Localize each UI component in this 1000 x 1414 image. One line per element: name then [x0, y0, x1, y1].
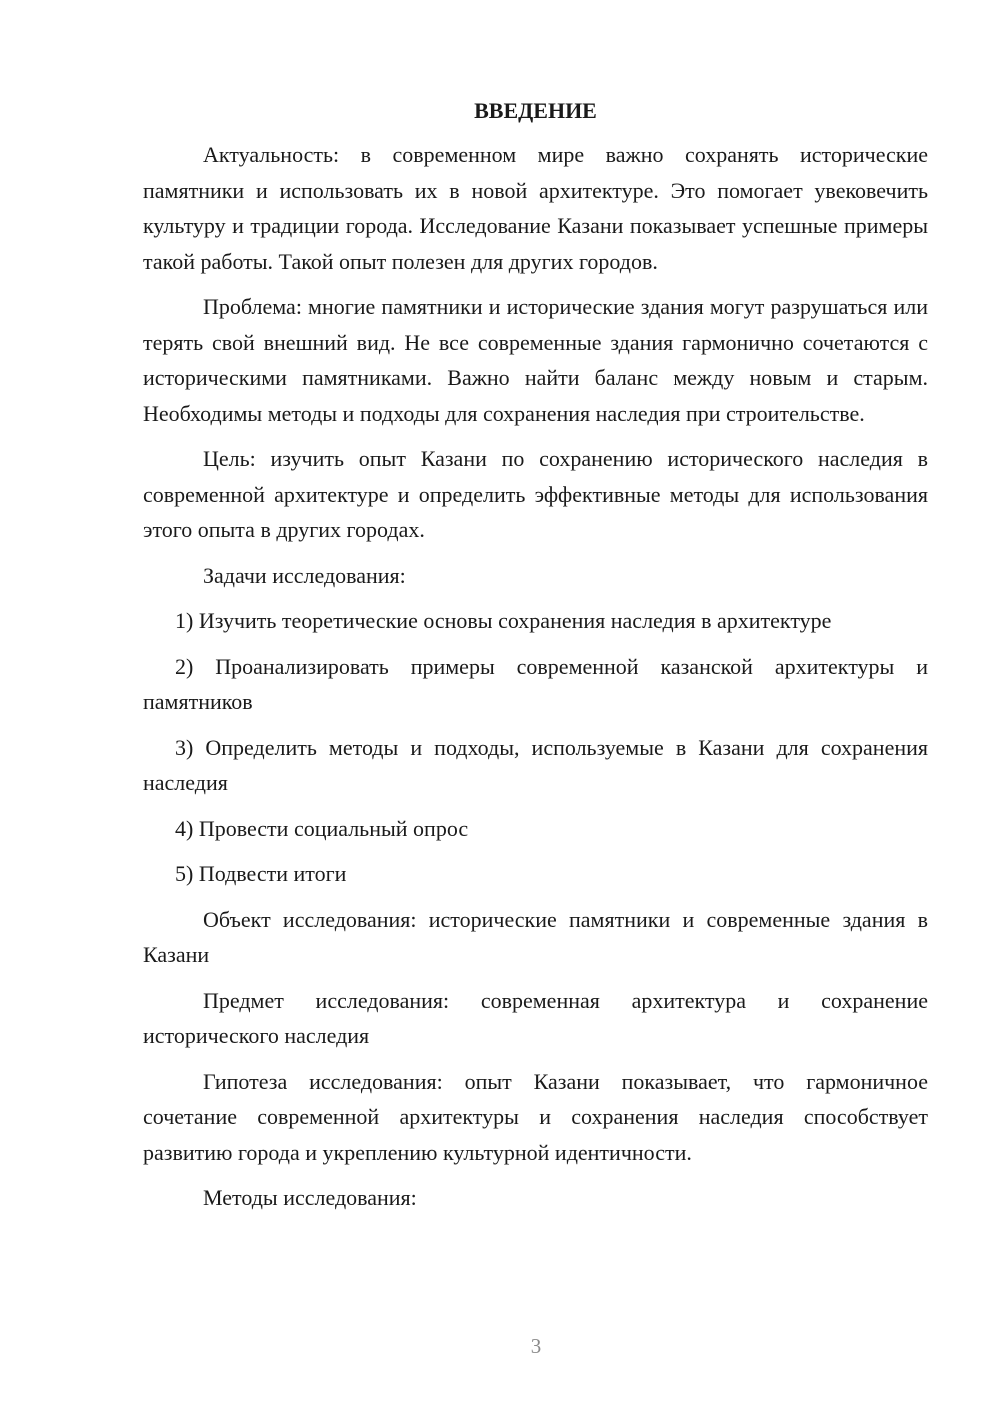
task-item-1: 1) Изучить теоретические основы сохранения наследия в архитектуре	[175, 608, 832, 633]
task-item-5: 5) Подвести итоги	[175, 861, 347, 886]
object-paragraph: Объект исследования: исторические памятники и современные здания в Казани	[143, 906, 928, 967]
goal-paragraph: Цель: изучить опыт Казани по сохранению исторического наследия в современной архитектуре и определить эффективные методы для использования этого опыта в других городах.	[143, 446, 928, 542]
relevance-paragraph: Актуальность: в современном мире важно сохранять исторические памятники и использовать их в новой архитектуре. Это помогает увековечить культуру и традиции города. Исследование Казани показывает успешные примеры такой работы. Такой опыт полезен для других городов.	[143, 142, 928, 274]
page-number: 3	[530, 1334, 542, 1358]
hypothesis-paragraph: Гипотеза исследования: опыт Казани показывает, что гармоничное сочетание современной архитектуры и сохранения наследия способствует развитию города и укреплению культурной идентичности.	[143, 1068, 928, 1165]
page-content	[143, 95, 928, 1226]
section-heading: ВВЕДЕНИЕ	[474, 98, 597, 123]
subject-paragraph: Предмет исследования: современная архитектура и сохранение исторического наследия	[143, 987, 928, 1048]
task-item-4: 4) Провести социальный опрос	[175, 815, 469, 841]
tasks-title: Задачи исследования:	[203, 562, 406, 588]
task-item-3: 3) Определить методы и подходы, используемые в Казани для сохранения наследия	[143, 734, 928, 795]
task-item-2: 2) Проанализировать примеры современной казанской архитектуры и памятников	[143, 653, 928, 714]
problem-paragraph: Проблема: многие памятники и исторические здания могут разрушаться или терять свой внешний вид. Не все современные здания гармонично сочетаются с историческими памятниками. Важно найти баланс между новым и старым. Необходимы методы и подходы для сохранения наследия при строительстве.	[143, 294, 928, 426]
methods-title: Методы исследования:	[203, 1185, 417, 1210]
